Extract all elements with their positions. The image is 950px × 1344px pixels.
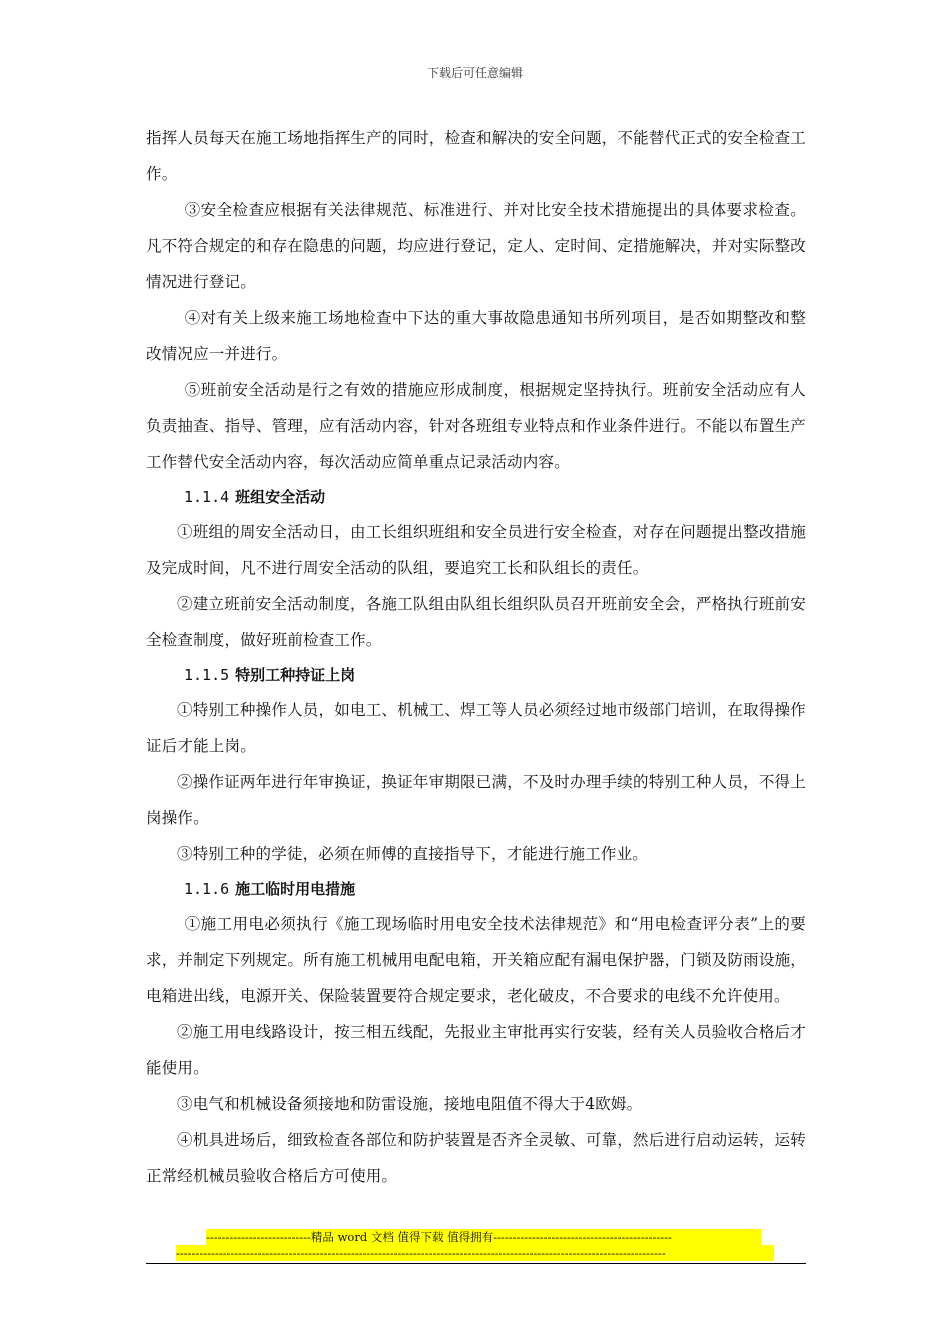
paragraph: ④机具进场后，细致检查各部位和防护装置是否齐全灵敏、可靠，然后进行启动运转，运转正常经机械员验收合格后方可使用。 (146, 1131, 806, 1185)
paragraph: ③特别工种的学徒，必须在师傅的直接指导下，才能进行施工作业。 (177, 845, 649, 863)
section-number: 1.1.5 (184, 666, 230, 684)
paragraph: ②操作证两年进行年审换证，换证年审期限已满，不及时办理手续的特别工种人员，不得上岗操作。 (146, 773, 806, 827)
paragraph: ②施工用电线路设计，按三相五线配，先报业主审批再实行安装，经有关人员验收合格后才能使用。 (146, 1023, 806, 1077)
paragraph-item-4: ④对有关上级来施工场地检查中下达的重大事故隐患通知书所列项目，是否如期整改和整改情况应一并进行。 (146, 309, 806, 363)
page-header: 下载后可任意编辑 (426, 66, 523, 80)
section-number: 1.1.4 (184, 488, 230, 506)
section-heading-1-1-5 (146, 658, 806, 692)
section-title: 班组安全活动 (235, 488, 326, 506)
paragraph: ①班组的周安全活动日，由工长组织班组和安全员进行安全检查，对存在问题提出整改措施及完成时间，凡不进行周安全活动的队组，要追究工长和队组长的责任。 (146, 523, 806, 577)
section-title: 特别工种持证上岗 (235, 666, 356, 684)
document-body (146, 120, 806, 1194)
paragraph: ①施工用电必须执行《施工现场临时用电安全技术法律规范》和“用电检查评分表”上的要求，并制定下列规定。所有施工机械用电配电箱，开关箱应配有漏电保护器，门锁及防雨设施，电箱进出线，电源开关、保险装置要符合规定要求，老化破皮，不合要求的电线不允许使用。 (146, 915, 806, 1005)
paragraph: ③电气和机械设备须接地和防雷设施，接地电阻值不得大于4欧姆。 (177, 1095, 643, 1113)
paragraph-item-5: ⑤班前安全活动是行之有效的措施应形成制度，根据规定坚持执行。班前安全活动应有人负责抽查、指导、管理，应有活动内容，针对各班组专业特点和作业条件进行。不能以布置生产工作替代安全活动内容，每次活动应简单重点记录活动内容。 (146, 381, 806, 471)
section-title: 施工临时用电措施 (235, 880, 356, 898)
footer-dash-line: ------------------------------------------------------------------------------------------------------------------------------ (176, 1245, 774, 1261)
footer-divider (146, 1263, 806, 1264)
section-number: 1.1.6 (184, 880, 230, 898)
paragraph-item-3: ③安全检查应根据有关法律规范、标准进行、并对比安全技术措施提出的具体要求检查。凡不符合规定的和存在隐患的问题，均应进行登记，定人、定时间、定措施解决，并对实际整改情况进行登记。 (146, 201, 806, 291)
paragraph: ①特别工种操作人员，如电工、机械工、焊工等人员必须经过地市级部门培训，在取得操作证后才能上岗。 (146, 701, 806, 755)
paragraph-continued: 指挥人员每天在施工场地指挥生产的同时，检查和解决的安全问题，不能替代正式的安全检查工作。 (146, 129, 806, 183)
section-heading-1-1-4 (146, 480, 806, 514)
paragraph: ②建立班前安全活动制度，各施工队组由队组长组织队员召开班前安全会，严格执行班前安全检查制度，做好班前检查工作。 (146, 595, 806, 649)
section-heading-1-1-6 (146, 872, 806, 906)
footer-promo-line: ---------------------------精品 word 文档 值得下载 值得拥有---------------------------------------------- (206, 1229, 761, 1245)
